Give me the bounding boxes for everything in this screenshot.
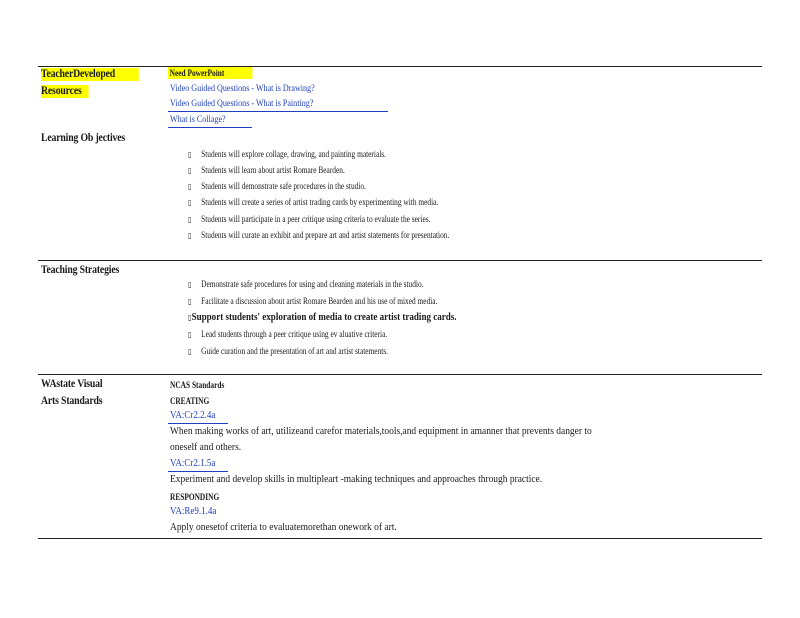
strategy-text: Lead students through a peer critique using ev aluative criteria.	[201, 329, 388, 339]
code1-underline	[168, 423, 228, 424]
objective-text: Students will participate in a peer critique using criteria to evaluate the series.	[201, 214, 431, 224]
standards-label-line2: Arts Standards	[41, 395, 103, 407]
rule-strategies-end	[38, 374, 762, 375]
objectives-label: Learning Ob jectives	[41, 132, 126, 144]
objective-item	[188, 214, 430, 224]
code2-underline	[168, 471, 228, 472]
strategy-item	[188, 311, 457, 323]
need-powerpoint: Need PowerPoint	[168, 67, 252, 79]
creating-heading: CREATING	[170, 396, 210, 406]
bullet-icon: ▯	[188, 347, 192, 356]
standard-text-1-line1: When making works of art, utilizeand carefor materials,tools,and equipment in amanner that prevents danger to	[170, 426, 592, 437]
standard-code-1: VA:Cr2.2.4a	[170, 410, 216, 421]
objective-item	[188, 181, 366, 191]
strategy-text: Facilitate a discussion about artist Romare Bearden and his use of mixed media.	[201, 296, 438, 306]
rule-top	[38, 66, 762, 67]
strategy-item	[188, 346, 388, 356]
strategy-text: Demonstrate safe procedures for using and cleaning materials in the studio.	[201, 279, 424, 289]
objective-item	[188, 197, 438, 207]
strategy-text: Support students' exploration of media to create artist trading cards.	[191, 311, 457, 323]
link-drawing[interactable]: Video Guided Questions - What is Drawing?	[170, 84, 315, 94]
standard-text-1-line2: oneself and others.	[170, 442, 242, 453]
standard-text-3: Apply onesetof criteria to evaluatemorethan onework of art.	[170, 522, 397, 533]
resources-label-2	[41, 85, 88, 97]
objective-text: Students will learn about artist Romare Bearden.	[201, 165, 345, 175]
responding-heading: RESPONDING	[170, 492, 220, 502]
objective-text: Students will demonstrate safe procedures in the studio.	[201, 181, 366, 191]
bullet-icon: ▯	[188, 182, 192, 191]
standard-code-2: VA:Cr2.1.5a	[170, 458, 216, 469]
rule-objectives-end	[38, 260, 762, 261]
bullet-icon: ▯	[188, 330, 192, 339]
resources-label-line2: Resources	[41, 85, 88, 98]
strategies-label: Teaching Strategies	[41, 264, 120, 276]
objective-item	[188, 165, 345, 175]
objective-text: Students will explore collage, drawing, and painting materials.	[201, 149, 386, 159]
rule-bottom	[38, 538, 762, 539]
bullet-icon: ▯	[188, 166, 192, 175]
resources-label-line1: TeacherDeveloped	[41, 68, 139, 81]
bullet-icon: ▯	[188, 198, 192, 207]
objective-item	[188, 230, 449, 240]
objective-text: Students will curate an exhibit and prepare art and artist statements for presentation.	[201, 230, 450, 240]
strategy-item	[188, 296, 437, 306]
bullet-icon: ▯	[188, 313, 192, 322]
link-painting-underline	[168, 111, 388, 112]
objective-text: Students will create a series of artist trading cards by experimenting with media.	[201, 197, 439, 207]
bullet-icon: ▯	[188, 297, 192, 306]
bullet-icon: ▯	[188, 231, 192, 240]
bullet-icon: ▯	[188, 280, 192, 289]
ncas-heading: NCAS Standards	[170, 380, 225, 390]
bullet-icon: ▯	[188, 215, 192, 224]
link-collage-underline	[168, 127, 252, 128]
resources-label	[41, 68, 139, 80]
bullet-icon: ▯	[188, 150, 192, 159]
strategy-item	[188, 279, 423, 289]
strategy-text: Guide curation and the presentation of art and artist statements.	[201, 346, 389, 356]
link-collage[interactable]: What is Collage?	[170, 115, 226, 125]
standards-label-line1: WAstate Visual	[41, 378, 103, 390]
link-painting[interactable]: Video Guided Questions - What is Painting?	[170, 99, 314, 109]
standard-code-3: VA:Re9.1.4a	[170, 506, 217, 517]
objective-item	[188, 149, 386, 159]
strategy-item	[188, 329, 387, 339]
standard-text-2: Experiment and develop skills in multipleart -making techniques and approaches through practice.	[170, 474, 543, 485]
